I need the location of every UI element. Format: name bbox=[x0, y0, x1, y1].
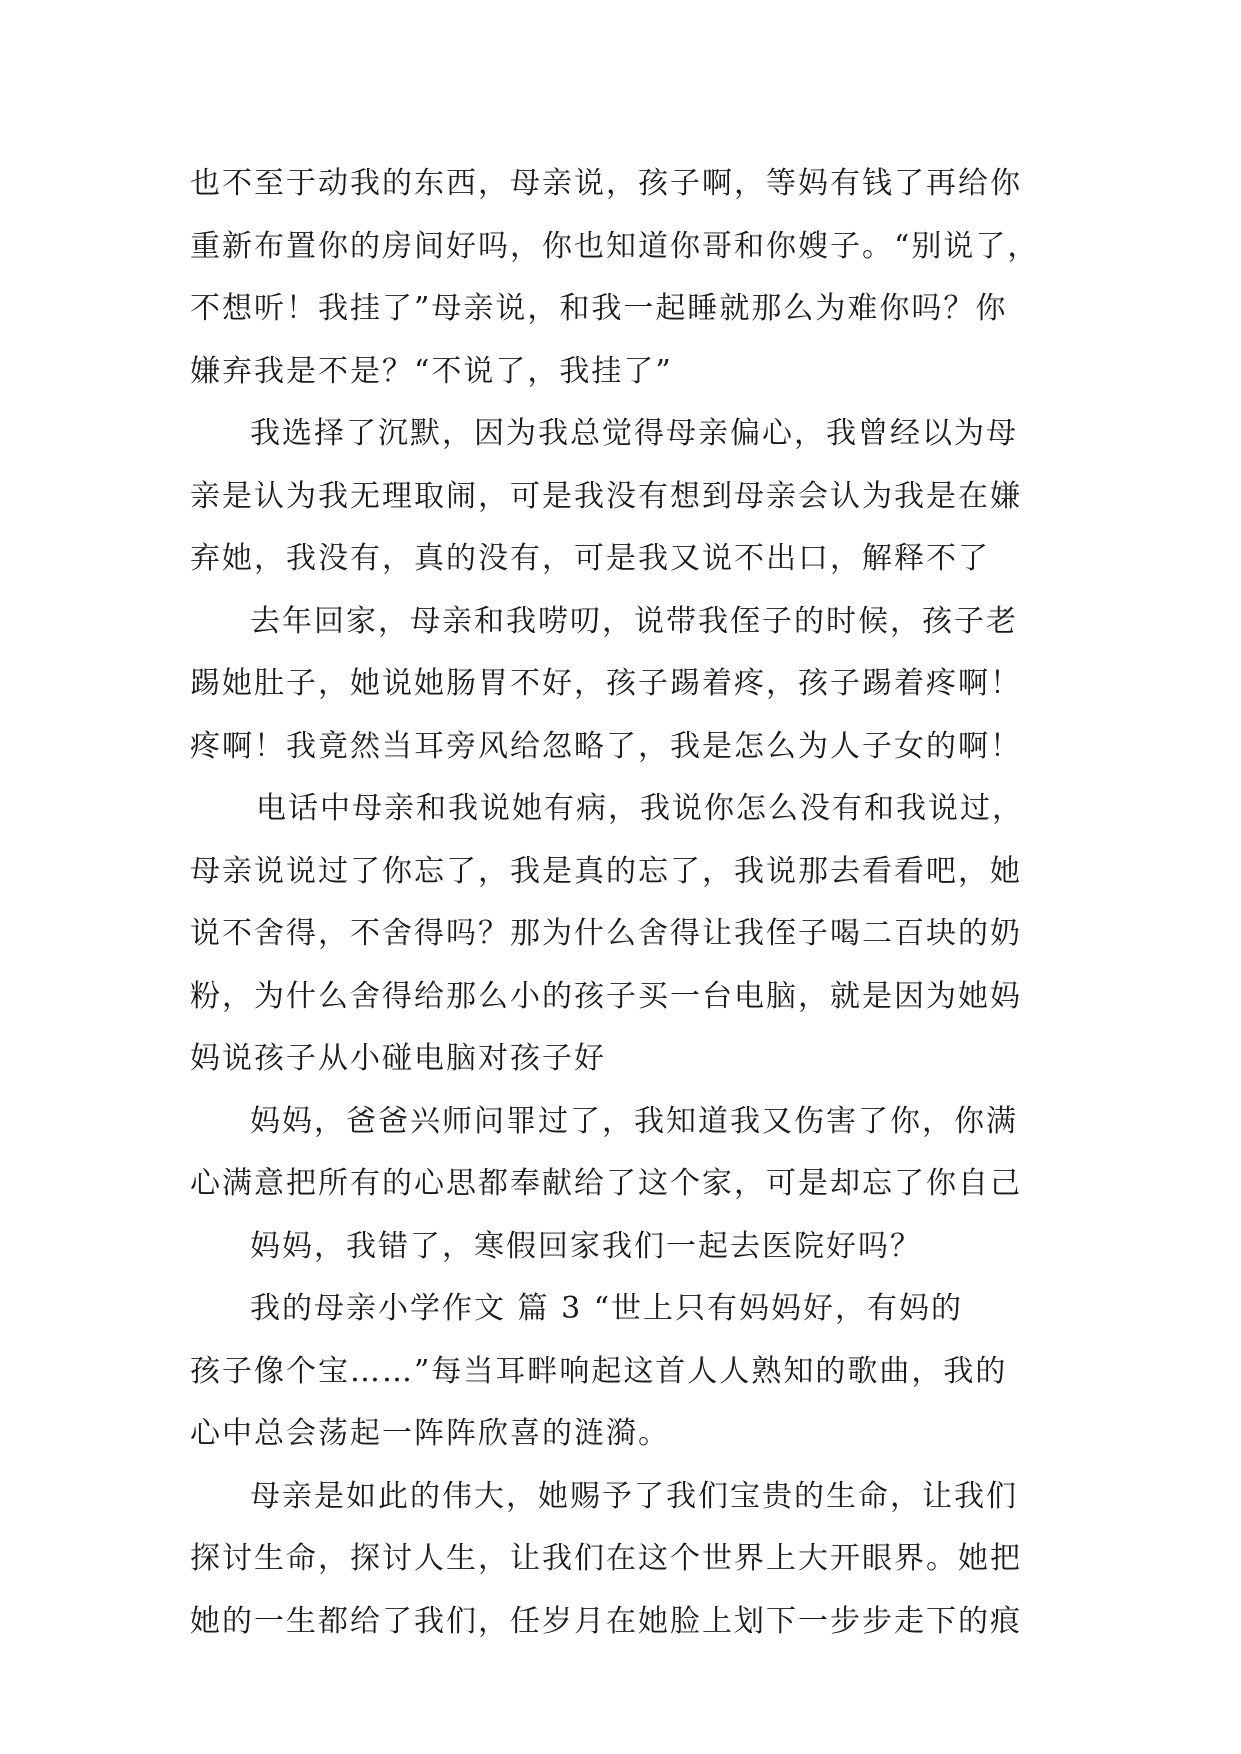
text-line: 妈说孩子从小碰电脑对孩子好 bbox=[190, 1041, 606, 1076]
paragraph-first-line: 妈妈，我错了，寒假回家我们一起去医院好吗？ bbox=[250, 1228, 922, 1264]
paragraph-first-line: 电话中母亲和我说她有病，我说你怎么没有和我说过， bbox=[256, 791, 1024, 826]
paragraph-first-line: 去年回家，母亲和我唠叨，说带我侄子的时候，孩子老 bbox=[250, 603, 1018, 639]
text-line: 也不至于动我的东西，母亲说，孩子啊，等妈有钱了再给你 bbox=[190, 166, 1022, 201]
text-line: 粉，为什么舍得给那么小的孩子买一台电脑，就是因为她妈 bbox=[190, 978, 1022, 1014]
section-heading-line: 我的母亲小学作文 篇 3 “世上只有妈妈好，有妈的 bbox=[250, 1291, 964, 1326]
text-line: 孩子像个宝……”每当耳畔响起这首人人熟知的歌曲，我的 bbox=[190, 1353, 1008, 1389]
text-line: 重新布置你的房间好吗，你也知道你哥和你嫂子。“别说了， bbox=[190, 228, 1040, 264]
text-line: 心满意把所有的心思都奉献给了这个家，可是却忘了你自己 bbox=[190, 1166, 1022, 1201]
text-line: 疼啊！我竟然当耳旁风给忽略了，我是怎么为人子女的啊！ bbox=[190, 728, 1022, 764]
paragraph-first-line: 母亲是如此的伟大，她赐予了我们宝贵的生命，让我们 bbox=[250, 1478, 1018, 1514]
document-body bbox=[190, 153, 1070, 1653]
paragraph-first-line: 妈妈，爸爸兴师问罪过了，我知道我又伤害了你，你满 bbox=[250, 1103, 1018, 1139]
text-line: 踢她肚子，她说她肠胃不好，孩子踢着疼，孩子踢着疼啊！ bbox=[190, 666, 1022, 701]
paragraph-first-line: 我选择了沉默，因为我总觉得母亲偏心，我曾经以为母 bbox=[250, 416, 1018, 451]
text-line: 弃她，我没有，真的没有，可是我又说不出口，解释不了 bbox=[190, 541, 990, 576]
text-line: 不想听！我挂了”母亲说，和我一起睡就那么为难你吗？你 bbox=[190, 291, 1008, 326]
text-line: 她的一生都给了我们，任岁月在她脸上划下一步步走下的痕 bbox=[190, 1603, 1022, 1639]
text-line: 心中总会荡起一阵阵欣喜的涟漪。 bbox=[190, 1416, 670, 1451]
text-line: 探讨生命，探讨人生，让我们在这个世界上大开眼界。她把 bbox=[190, 1541, 1022, 1576]
text-line: 说不舍得，不舍得吗？那为什么舍得让我侄子喝二百块的奶 bbox=[190, 916, 1022, 951]
text-line: 亲是认为我无理取闹，可是我没有想到母亲会认为我是在嫌 bbox=[190, 478, 1022, 514]
text-line: 母亲说说过了你忘了，我是真的忘了，我说那去看看吧，她 bbox=[190, 853, 1022, 889]
text-line: 嫌弃我是不是？“不说了，我挂了” bbox=[190, 353, 673, 389]
